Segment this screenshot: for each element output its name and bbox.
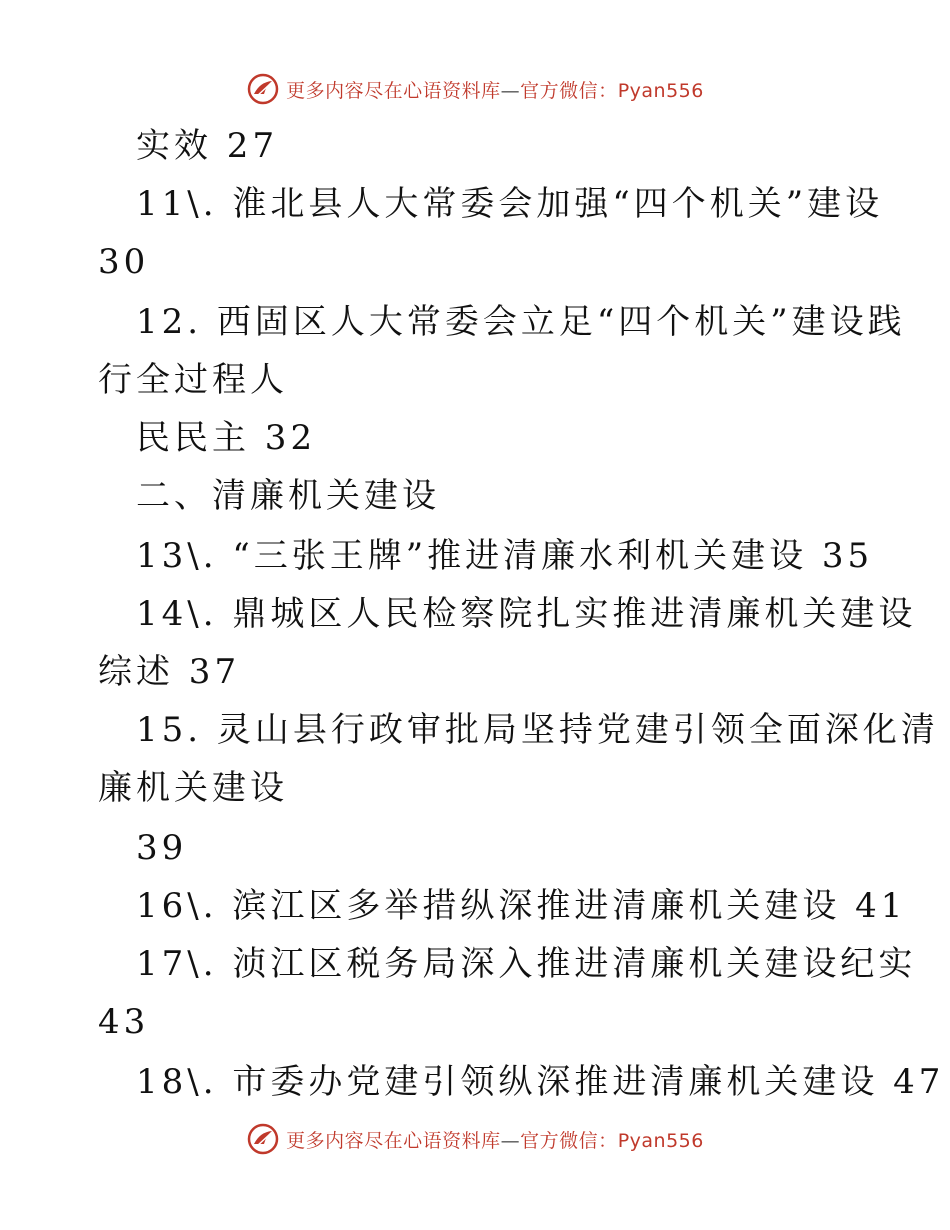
watermark-dash: — <box>500 1129 521 1152</box>
watermark-wechat-id: Pyan556 <box>617 79 704 102</box>
watermark-text <box>286 76 704 103</box>
toc-line: 民民主 32 <box>136 418 317 458</box>
section-heading: 二、清廉机关建设 <box>136 476 440 516</box>
toc-line: 39 <box>136 828 188 868</box>
brand-logo-icon <box>246 72 280 106</box>
watermark-brand: 更多内容尽在心语资料库 <box>286 79 501 102</box>
watermark-wechat-id: Pyan556 <box>617 1129 704 1152</box>
toc-line: 17\. 浈江区税务局深入推进清廉机关建设纪实 <box>136 944 917 984</box>
toc-line: 14\. 鼎城区人民检察院扎实推进清廉机关建设 <box>136 594 917 634</box>
toc-line: 12. 西固区人大常委会立足“四个机关”建设践 <box>136 302 906 342</box>
brand-logo-icon <box>246 1122 280 1156</box>
watermark-brand: 更多内容尽在心语资料库 <box>286 1129 501 1152</box>
toc-line: 11\. 淮北县人大常委会加强“四个机关”建设 <box>136 184 884 224</box>
toc-line: 43 <box>98 1002 150 1042</box>
footer-watermark <box>0 1122 950 1156</box>
watermark-dash: — <box>500 79 521 102</box>
toc-line: 行全过程人 <box>98 360 288 400</box>
watermark-official: 官方微信： <box>520 79 618 102</box>
toc-line: 综述 37 <box>98 652 241 692</box>
toc-line: 18\. 市委办党建引领纵深推进清廉机关建设 47 <box>136 1062 945 1102</box>
toc-line: 实效 27 <box>136 126 279 166</box>
toc-line: 16\. 滨江区多举措纵深推进清廉机关建设 41 <box>136 886 907 926</box>
header-watermark <box>0 72 950 106</box>
toc-line: 15. 灵山县行政审批局坚持党建引领全面深化清 <box>136 710 939 750</box>
toc-line: 13\. “三张王牌”推进清廉水利机关建设 35 <box>136 536 874 576</box>
watermark-text <box>286 1126 704 1153</box>
toc-line: 廉机关建设 <box>98 768 288 808</box>
watermark-official: 官方微信： <box>520 1129 618 1152</box>
toc-line: 30 <box>98 242 150 282</box>
